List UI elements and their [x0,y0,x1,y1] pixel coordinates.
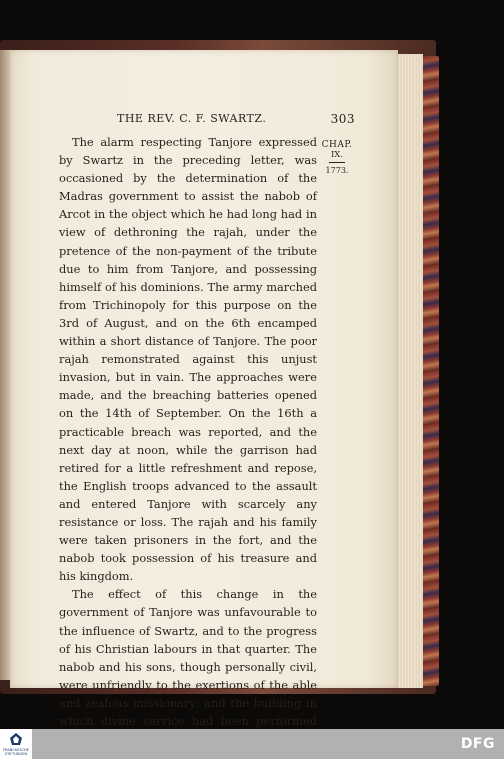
margin-year: 1773. [325,166,349,175]
running-header [117,112,355,128]
dfg-logo[interactable]: DFG [460,736,495,752]
viewer-footer [0,729,504,759]
body-text [59,133,317,748]
margin-note [319,140,355,176]
logo-caption: FRANCKESCHE STIFTUNGEN [3,748,29,756]
paragraph: The alarm respecting Tanjore expressed by Swartz in the preceding letter, was occasioned by the determination of the Madras government to assist the nabob of Arcot in the object which he had long had in view of dethroning the rajah, under the pretence of the non-payment of the tribute due to him from Tanjore, and possessing himself of his dominions. The army marched from Trichinopoly for this purpose on the 3rd of August, and on the 6th encamped within a short distance of Tanjore. The poor rajah remonstrated against this unjust invasion, but in vain. The approaches were made, and the breaching batteries opened on the 14th of September. On the 16th a practicable breach was reported, and the next day at noon, while the garrison had retired for a little refreshment and repose, the English troops advanced to the assault and entered Tanjore with scarcely any resistance or loss. The rajah and his family were taken prisoners in the fort, and the nabob took possession of his treasure and his kingdom. [59,135,317,584]
marbled-edge [421,56,439,686]
page-number: 303 [330,112,355,126]
chapter-number: IX. [330,150,344,160]
margin-rule [329,162,345,163]
francke-emblem-icon [10,733,22,745]
institution-logo[interactable] [0,729,32,759]
paragraph: The effect of this change in the government of Tanjore was unfavourable to the influence of Swartz, and to the progress of his Christian labours in that quarter. The nabob and his sons, though personally civil, were unfriendly to the exertions of the able and zealous missionary; and the building in which divine service had been performed [59,587,317,728]
chapter-label: CHAP. [321,140,353,150]
running-title: THE REV. C. F. SWARTZ. [117,112,267,125]
